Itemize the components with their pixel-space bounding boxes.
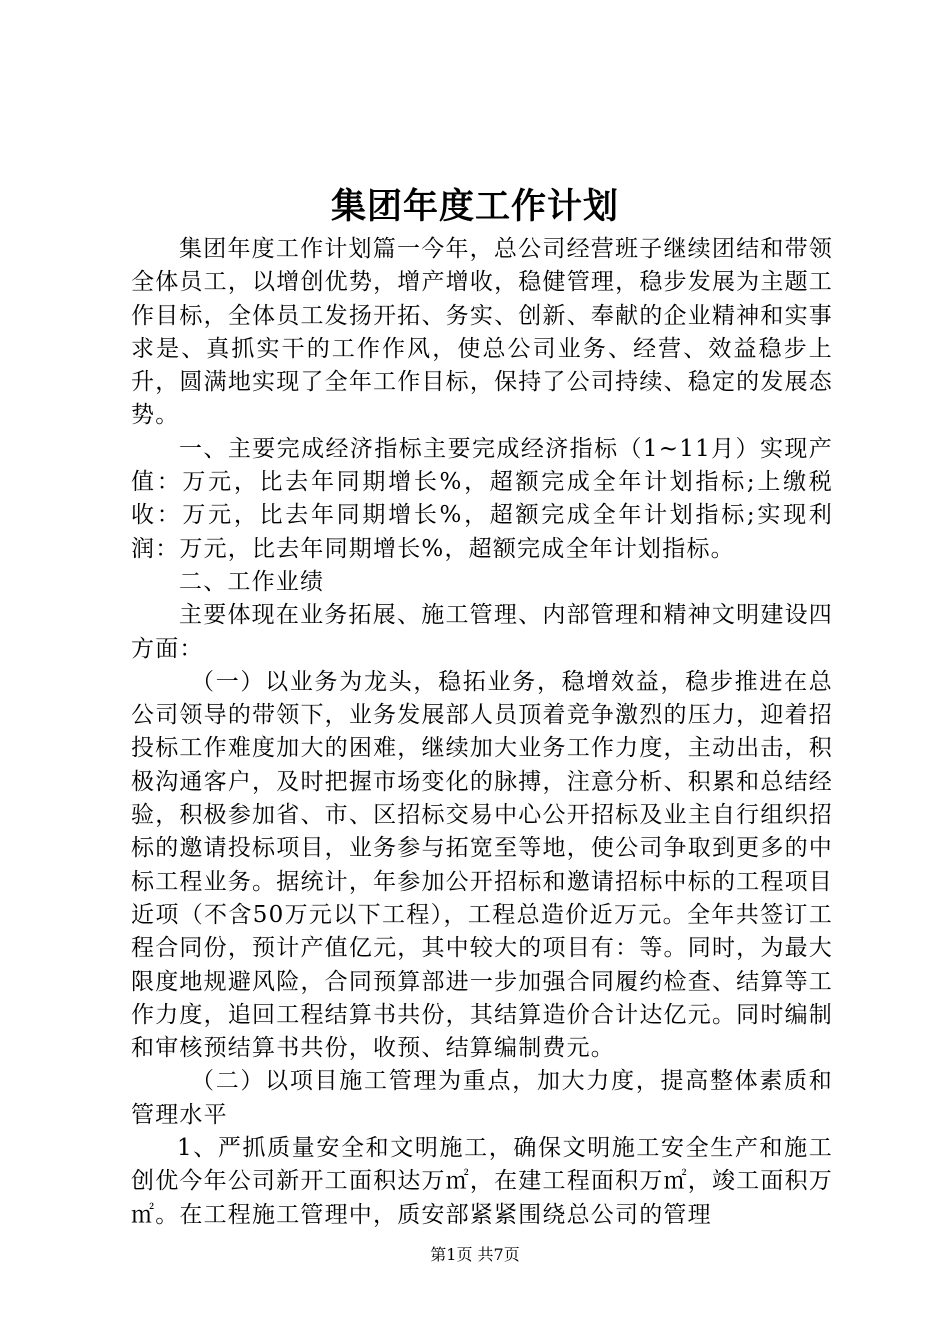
document-body [131,233,833,1232]
paragraph-quality-safety: 1、严抓质量安全和文明施工，确保文明施工安全生产和施工创优今年公司新开工面积达万㎡，在建工程面积万㎡，竣工面积万㎡。在工程施工管理中，质安部紧紧围绕总公司的管理 [131,1135,833,1228]
page-footer: 第1页 共7页 [430,1245,520,1264]
paragraph-intro: 集团年度工作计划篇一今年，总公司经营班子继续团结和带领全体员工，以增创优势，增产增收，稳健管理，稳步发展为主题工作目标，全体员工发扬开拓、务实、创新、奉献的企业精神和实事求是、真抓实干的工作作风，使总公司业务、经营、效益稳步上升，圆满地实现了全年工作目标，保持了公司持续、稳定的发展态势。 [131,236,833,429]
paragraph-business-expansion: （一）以业务为龙头，稳拓业务，稳增效益，稳步推进在总公司领导的带领下，业务发展部人员顶着竞争激烈的压力，迎着招投标工作难度加大的困难，继续加大业务工作力度，主动出击，积极沟通客户，及时把握市场变化的脉搏，注意分析、积累和总结经验，积极参加省、市、区招标交易中心公开招标及业主自行组织招标的邀请投标项目，业务参与拓宽至等地，使公司争取到更多的中标工程业务。据统计，年参加公开招标和邀请招标中标的工程项目近项（不含50万元以下工程），工程总造价近万元。全年共签订工程合同份，预计产值亿元，其中较大的项目有：等。同时，为最大限度地规避风险，合同预算部进一步加强合同履约检查、结算等工作力度，追回工程结算书共份，其结算造价合计达亿元。同时编制和审核预结算书共份，收预、结算编制费元。 [131,668,833,1062]
paragraph-economic-indicators: 一、主要完成经济指标主要完成经济指标（1~11月）实现产值：万元，比去年同期增长%，超额完成全年计划指标;上缴税收：万元，比去年同期增长%，超额完成全年计划指标;实现利润：万元，比去年同期增长%，超额完成全年计划指标。 [131,435,833,562]
document-title: 集团年度工作计划 [330,186,619,227]
paragraph-four-aspects: 主要体现在业务拓展、施工管理、内部管理和精神文明建设四方面： [131,602,833,662]
paragraph-construction-management: （二）以项目施工管理为重点，加大力度，提高整体素质和管理水平 [131,1068,833,1128]
heading-work-achievements: 二、工作业绩 [179,568,325,595]
